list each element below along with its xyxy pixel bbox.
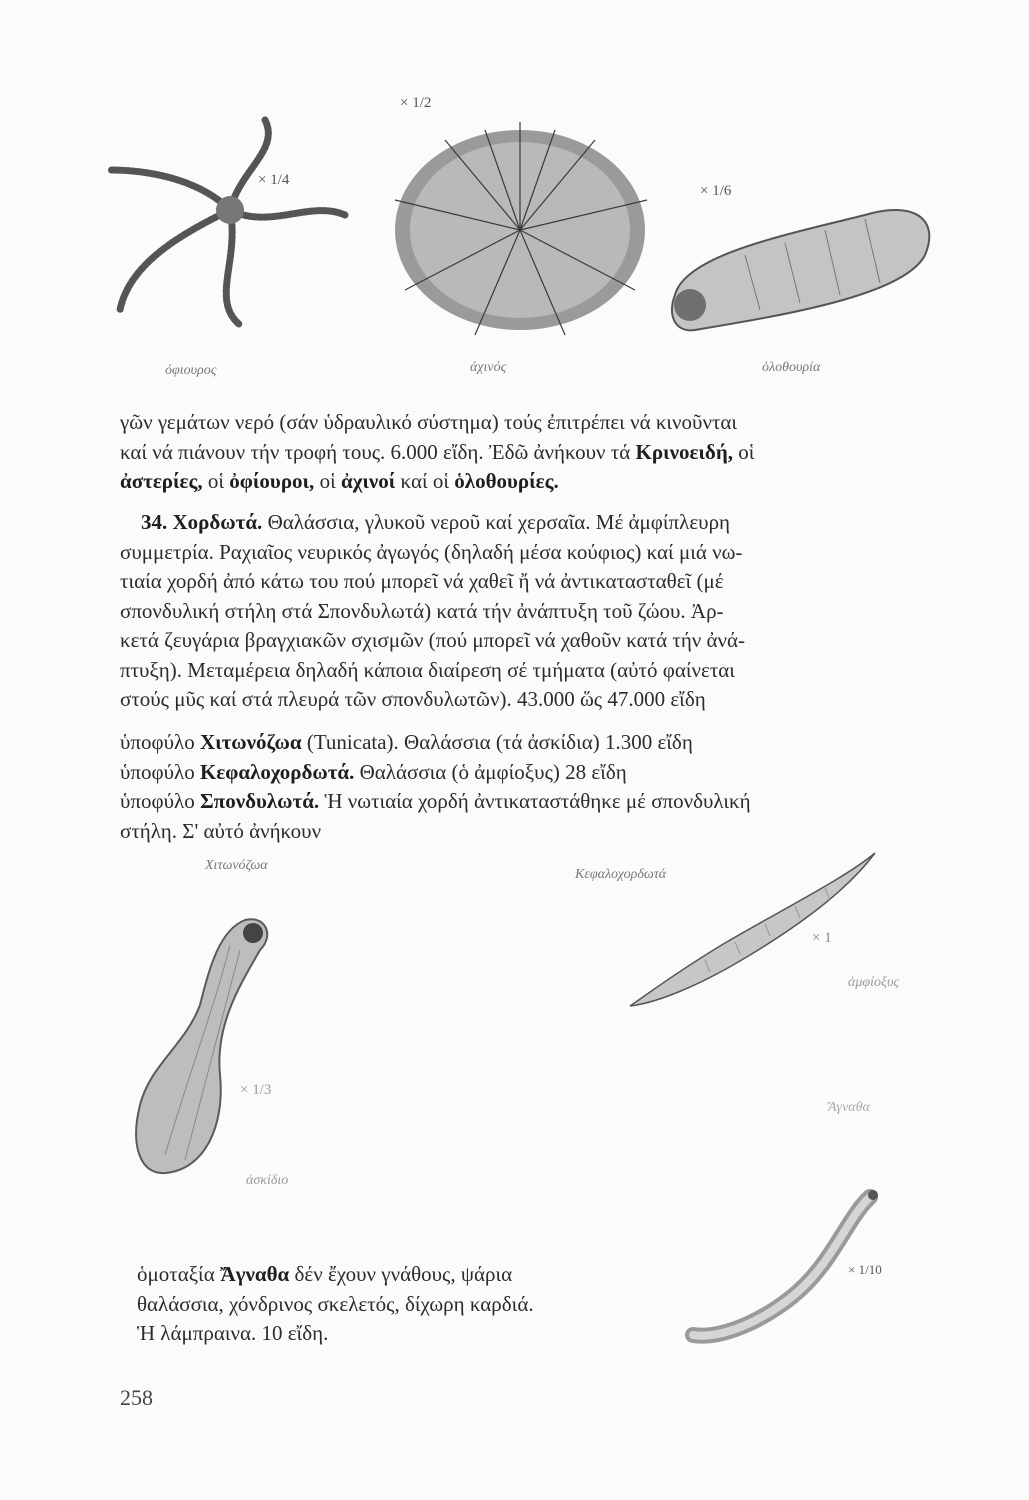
bold-term: Κρινοειδή, [635,439,734,464]
text-span: Θαλάσσια (ὁ ἀμφίοξυς) 28 εἴδη [354,759,627,784]
sea-urchin-illustration [385,120,655,350]
subphyla-list [120,728,932,846]
text-line: στούς μῦς καί στά πλευρά τῶν σπονδυλωτῶν). 43.000 ὥς 47.000 εἴδη [120,687,706,711]
text-span: οἱ [202,469,230,493]
text-line: πτυξη). Μεταμέρεια δηλαδή κάποια διαίρεση σέ τμήματα (αὐτό φαίνεται [120,657,735,682]
text-line [120,467,932,497]
section-number: 34. [141,510,168,534]
echinoderm-paragraph [120,408,932,497]
text-line: συμμετρία. Ραχιαῖος νευρικός ἀγωγός (δηλαδή μέσα κούφιος) καί μιά νω- [120,539,743,564]
text-span: οἱ [314,469,341,493]
caption-brittle-star: όφιουρος [165,363,217,378]
bold-term: ἀχινοί [340,469,396,493]
section-title: Χορδωτά. [172,510,263,534]
caption-agnatha: Ἄγναθα [828,1100,870,1115]
subphylum-line [120,758,932,788]
bold-term: Ἄγναθα [219,1262,290,1286]
text-span: οἱ [733,439,755,464]
text-span: (Tunicata). Θαλάσσια (τά ἀσκίδια) 1.300 εἴδη [301,730,693,754]
text-span: καί νά πιάνουν τήν τροφή τους. 6.000 εἴδη. Ἐδῶ ἀνήκουν τά [120,439,636,464]
subphylum-line [120,787,932,817]
caption-sea-urchin: άχινός [470,360,507,375]
text-span: ὑποφύλο [120,759,200,784]
scale-label-ascidian: × 1/3 [240,1082,272,1098]
text-span: ὑποφύλο [120,730,200,754]
caption-cephalochordata: Κεφαλοχορδωτά [575,867,667,882]
text-line: στήλη. Σ' αὐτό ἀνήκουν [120,818,322,843]
ascidian-illustration [125,905,295,1185]
text-line: γῶν γεμάτων νερό (σάν ὑδραυλικό σύστημα) τούς ἐπιτρέπει νά κινοῦνται [120,410,738,434]
scale-label-lamprey: × 1/10 [848,1262,882,1277]
caption-tunicata: Χιτωνόζωα [205,858,268,873]
text-line: τιαία χορδή ἀπό κάτω του πού μπορεῖ νά χαθεῖ ἤ νά ἀντικατασταθεῖ (μέ [120,569,724,593]
brittle-star-illustration [90,110,350,340]
section-34-paragraph [120,508,932,715]
scale-label-sea-cucumber: × 1/6 [700,183,732,199]
subphylum-line [120,728,932,758]
text-line: κετά ζευγάρια βραγχιακῶν σχισμῶν (πού μπορεῖ νά χαθοῦν κατά τήν ἀνά- [120,628,746,652]
scale-label-amphioxus: × 1 [812,930,832,946]
page-number: 258 [120,1385,153,1410]
text-span: ὑποφύλο [120,789,200,813]
text-span: Θαλάσσια, γλυκοῦ νεροῦ καί χερσαῖα. Μέ ἀμφίπλευρη [262,510,731,534]
sea-cucumber-illustration [665,195,945,345]
bold-term: ἀστερίες, [120,469,203,493]
amphioxus-illustration [625,848,885,1018]
caption-ascidian: ἀσκίδιο [246,1173,289,1188]
text-line [137,1260,667,1290]
agnatha-paragraph [137,1260,667,1349]
bold-term: Χιτωνόζωα [199,730,302,754]
text-span: καί οἱ [395,469,455,493]
bold-term: ὀφίουροι, [229,469,315,493]
caption-amphioxus: ἀμφίοξυς [848,975,900,990]
text-line [120,438,932,468]
text-span: Ἡ νωτιαία χορδή ἀντικαταστάθηκε μέ σπονδυλική [319,789,751,813]
scale-label-brittle-star: × 1/4 [258,172,290,188]
scale-label-urchin: × 1/2 [400,95,432,111]
bold-term: Σπονδυλωτά. [199,789,320,813]
bold-term: ὁλοθουρίες. [454,469,559,493]
caption-sea-cucumber: ὁλοθουρία [762,360,821,375]
text-line [120,508,932,538]
text-line: θαλάσσια, χόνδρινος σκελετός, δίχωρη καρδιά. [137,1291,534,1316]
text-line: Ἡ λάμπραινα. 10 εἴδη. [137,1321,329,1345]
text-line: σπονδυλική στήλη στά Σπονδυλωτά) κατά τήν ἀνάπτυξη τοῦ ζώου. Ἀρ- [120,598,724,623]
text-span: δέν ἔχουν γνάθους, ψάρια [289,1262,513,1286]
text-span: ὁμοταξία [137,1262,220,1286]
bold-term: Κεφαλοχορδωτά. [199,759,355,784]
